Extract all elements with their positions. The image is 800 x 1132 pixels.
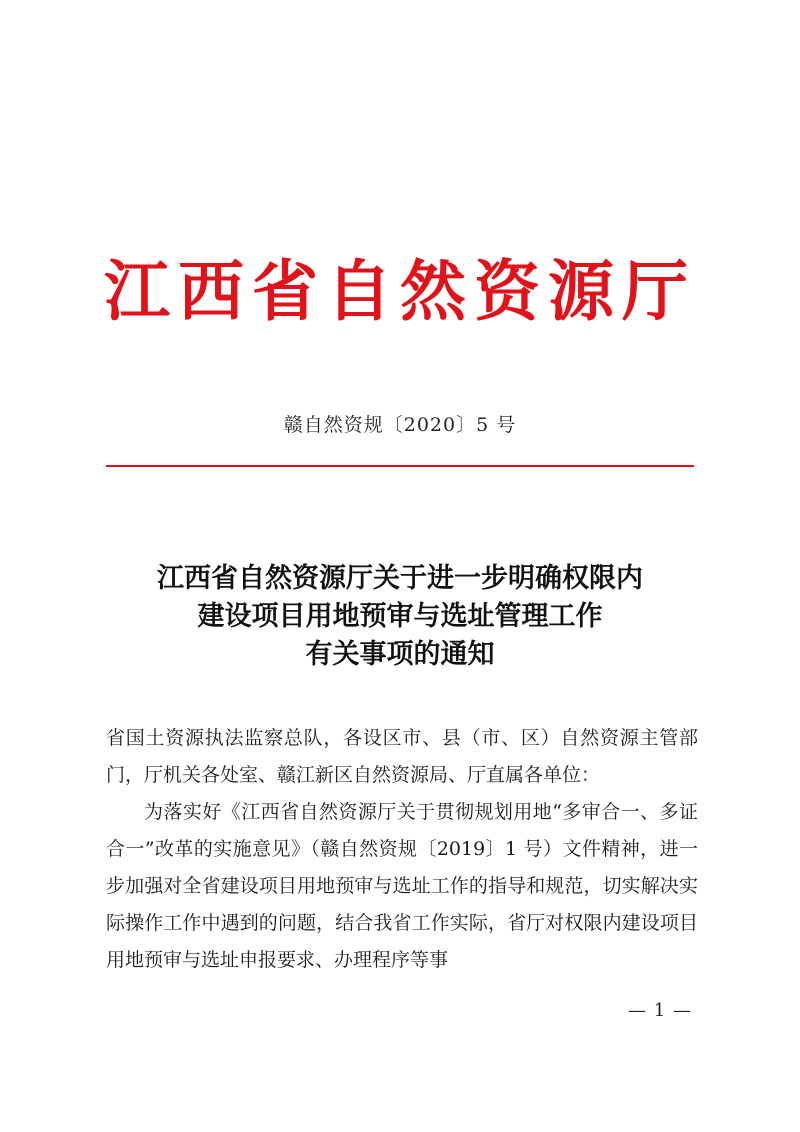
page-number: — 1 — (628, 1000, 692, 1021)
issuing-authority-header: 江西省自然资源厅 (104, 252, 696, 330)
title-line-2: 建设项目用地预审与选址管理工作 (197, 601, 603, 632)
document-body (106, 720, 698, 979)
body-paragraph: 为落实好《江西省自然资源厅关于贯彻规划用地“多审合一、多证合一”改革的实施意见》（赣自然资规〔2019〕1 号）文件精神，进一步加强对全省建设项目用地预审与选址工作的指导和规范，切实解决实际操作工作中遇到的问题，结合我省工作实际，省厅对权限内建设项目用地预审与选址申报要求、办理程序等事 (106, 801, 698, 971)
recipients-paragraph: 省国土资源执法监察总队，各设区市、县（市、区）自然资源主管部门，厅机关各处室、赣江新区自然资源局、厅直属各单位： (106, 727, 698, 786)
title-line-3: 有关事项的通知 (305, 639, 495, 670)
red-separator-line (106, 465, 694, 467)
document-title (0, 560, 800, 674)
document-number: 赣自然资规〔2020〕5 号 (283, 414, 517, 436)
title-line-1: 江西省自然资源厅关于进一步明确权限内 (157, 563, 643, 594)
